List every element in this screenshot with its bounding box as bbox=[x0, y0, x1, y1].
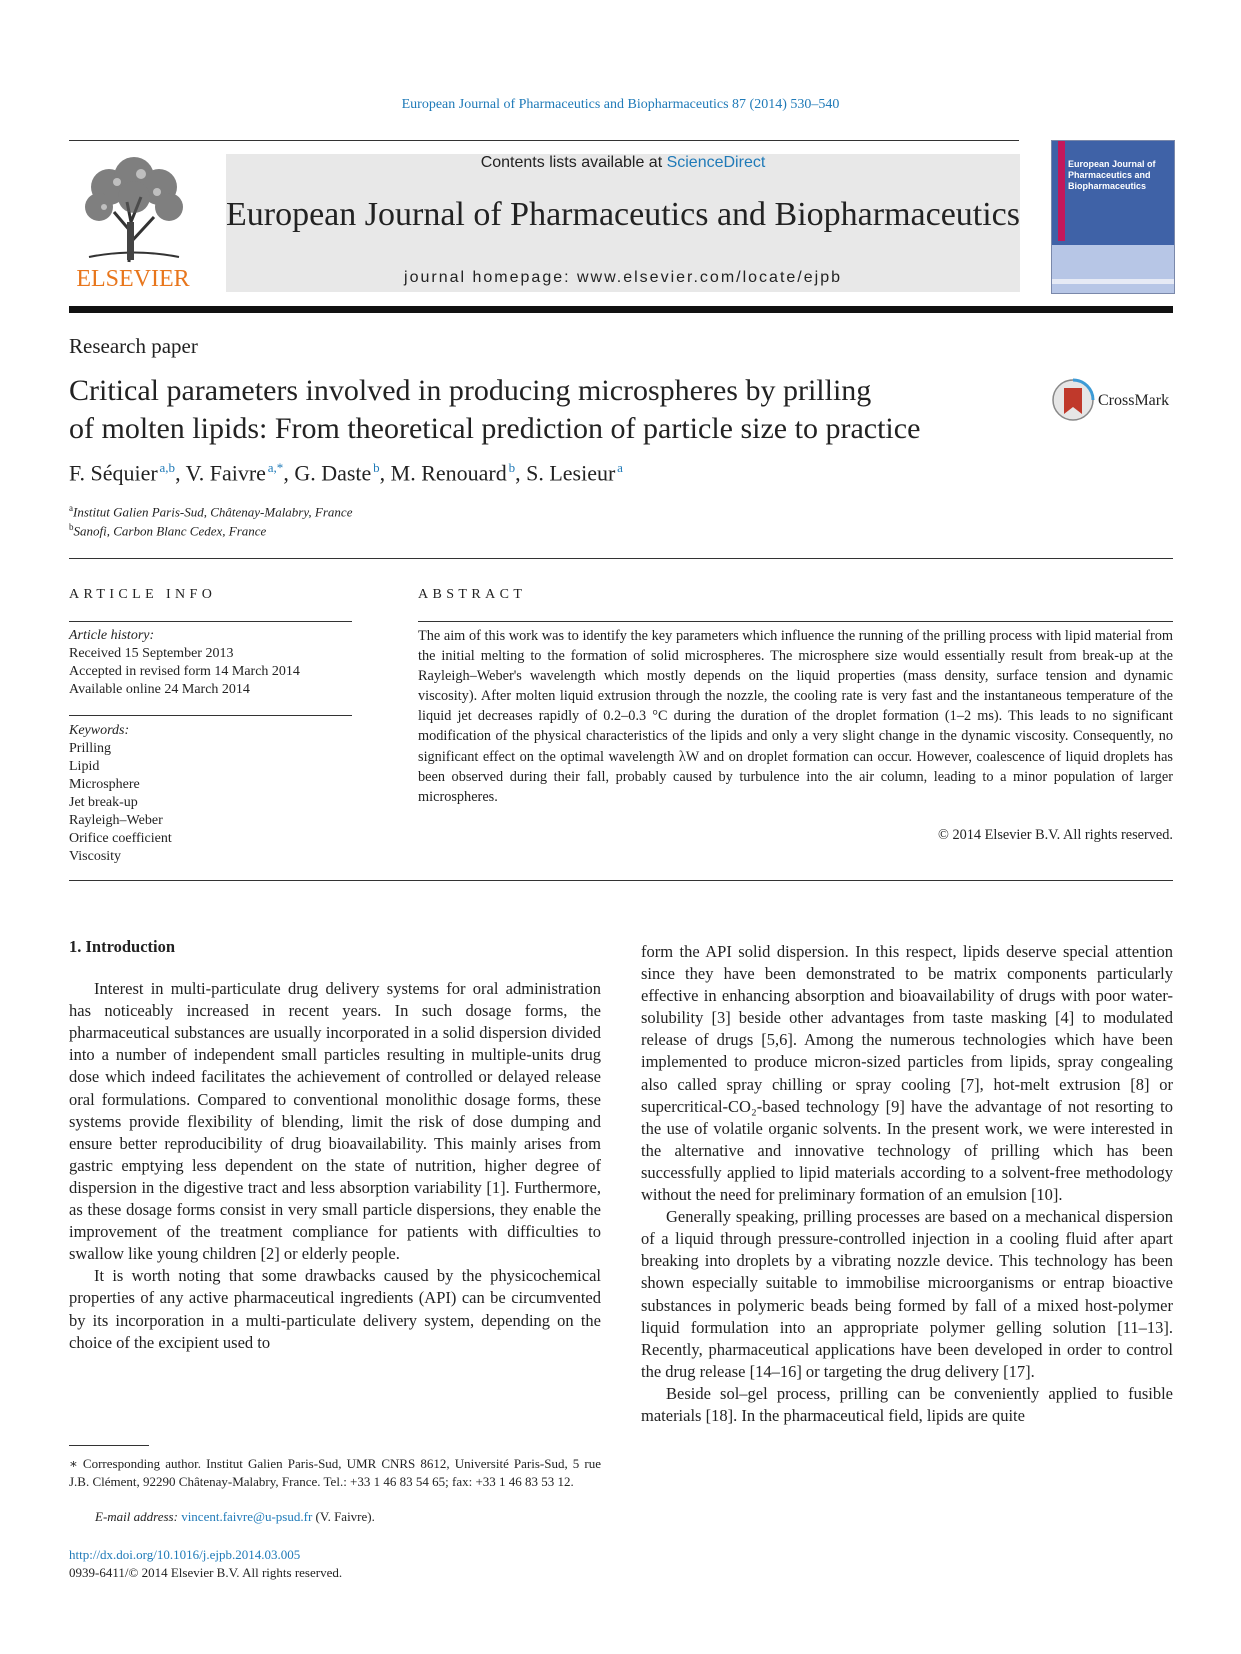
author-name: G. Daste bbox=[294, 460, 372, 486]
affiliation-text: Institut Galien Paris-Sud, Châtenay-Malabry, France bbox=[73, 504, 353, 520]
author-affiliation-link[interactable]: b bbox=[508, 460, 516, 475]
keyword: Prilling bbox=[69, 741, 112, 756]
header-rule bbox=[69, 140, 1019, 141]
body-paragraph: It is worth noting that some drawbacks caused by the physicochemical properties of any active pharmaceutical ingredients (API) can be circumvented by its incorporation in a multi-particulate delivery system, depending on the choice of the excipient used to bbox=[69, 1266, 601, 1352]
keyword: Orifice coefficient bbox=[69, 831, 172, 846]
keywords-list bbox=[69, 740, 172, 866]
elsevier-logo bbox=[69, 152, 197, 292]
journal-citation-link[interactable]: European Journal of Pharmaceutics and Biopharmaceutics 87 (2014) 530–540 bbox=[401, 97, 840, 112]
article-title-line-1: Critical parameters involved in producing microspheres by prilling bbox=[69, 374, 872, 407]
keyword: Viscosity bbox=[69, 849, 122, 864]
email-suffix: (V. Faivre). bbox=[312, 1509, 375, 1524]
abstract-rule bbox=[418, 621, 1173, 622]
abstract-copyright: © 2014 Elsevier B.V. All rights reserved. bbox=[938, 827, 1173, 843]
cover-stripe bbox=[1058, 141, 1065, 241]
body-paragraph: Beside sol–gel process, prilling can be conveniently applied to fusible materials [18]. In the pharmaceutical field, lipids are quite bbox=[641, 1383, 1173, 1425]
affiliation-text: Sanofi, Carbon Blanc Cedex, France bbox=[73, 523, 267, 539]
abstract-bottom-rule bbox=[69, 880, 1173, 881]
keywords-label: Keywords: bbox=[69, 723, 130, 738]
elsevier-wordmark: ELSEVIER bbox=[76, 266, 190, 292]
affiliation-marker: a bbox=[69, 503, 73, 513]
author-affiliation-link[interactable]: a,b bbox=[159, 460, 176, 475]
journal-homepage-link[interactable]: journal homepage: www.elsevier.com/locate/ejpb bbox=[404, 269, 842, 286]
affiliation-b bbox=[69, 522, 266, 539]
journal-cover-image bbox=[1051, 140, 1175, 294]
body-column-right bbox=[641, 941, 1173, 1427]
journal-title: European Journal of Pharmaceutics and Biopharmaceutics bbox=[226, 196, 1021, 233]
author-name: M. Renouard bbox=[390, 460, 507, 486]
header-thick-rule bbox=[69, 306, 1173, 313]
author-name: F. Séquier bbox=[69, 460, 158, 486]
article-title-line-2: of molten lipids: From theoretical prediction of particle size to practice bbox=[69, 412, 921, 445]
issn-copyright: 0939-6411/© 2014 Elsevier B.V. All rights reserved. bbox=[69, 1565, 343, 1580]
cover-title: European Journal of Pharmaceutics and Biopharmaceutics bbox=[1068, 159, 1156, 191]
keywords-rule bbox=[69, 715, 352, 716]
body-paragraph: Interest in multi-particulate drug delivery systems for oral administration has noticeably increased in recent years. In such dosage forms, the pharmaceutical substances are usually incorporated in a solid dispersion divided into a number of independent small particles resulting in multiple-units drug dose which indeed facilitates the achievement of controlled or delayed release oral formulations. Compared to conventional monolithic dosage forms, these systems provide flexibility of blending, limit the risk of dose dumping and ensure better reproducibility of drug bioavailability. This mainly arises from gastric emptying less dependent on the state of nutrition, higher degree of dispersion in the digestive tract and less absorption variability [1]. Furthermore, as these dosage forms consist in very small particle dispersions, they enable the improvement of the treatment compliance for patients with difficulties to swallow like young children [2] or elderly people. bbox=[69, 979, 601, 1264]
article-info-rule bbox=[69, 621, 352, 622]
doi-link[interactable]: http://dx.doi.org/10.1016/j.ejpb.2014.03.005 bbox=[69, 1547, 301, 1562]
email-label: E-mail address: bbox=[95, 1509, 178, 1524]
revised-date: Accepted in revised form 14 March 2014 bbox=[69, 664, 300, 679]
author-affiliation-link[interactable]: b bbox=[373, 460, 380, 475]
received-date: Received 15 September 2013 bbox=[69, 646, 234, 661]
body-column-left bbox=[69, 936, 601, 1354]
keyword: Microsphere bbox=[69, 777, 140, 792]
author-list: F. Séquier $^{a,b}$, V. Faivre $^{a,*}$, G. Daste $^b$, M. Renouard $^b$, S. Lesieur $^a$ bbox=[69, 460, 623, 486]
crossmark-label[interactable]: CrossMark bbox=[1098, 392, 1170, 409]
title-rule bbox=[69, 558, 1173, 559]
affiliation-marker: b bbox=[69, 522, 74, 532]
body-paragraph: form the API solid dispersion. In this respect, lipids deserve special attention since they have been demonstrated to be matrix components particularly effective in enhancing absorption and bioavailability of drugs with poor water-solubility [3] beside other advantages from taste masking [4] to modulated release of drugs [5,6]. Among the numerous technologies which have been implemented to produce micron-sized particles from lipids, spray congealing also called spray chilling or spray cooling [7], hot-melt extrusion [8] or supercritical-CO₂-based technology [9] have the advantage of not resorting to the use of volatile organic solvents. In the present work, we were interested in the alternative and innovative technology of prilling which has been successfully applied to lipid materials according to a solvent-free methodology without the need for preliminary formation of an emulsion [10]. bbox=[641, 942, 1173, 1205]
affiliation-a bbox=[69, 503, 352, 520]
keyword: Lipid bbox=[69, 759, 100, 774]
body-paragraph: Generally speaking, prilling processes are based on a mechanical dispersion of a liquid through pressure-controlled injection in a cooling fluid after apart breaking into droplets by a vibrating nozzle device. This technology has been shown especially suitable to immobilise microorganisms or entrap bioactive substances in polymeric beads being formed by fall of a mixed host-polymer liquid formulation into an appropriate polymer gelling solution [11–13]. Recently, pharmaceutical applications have been developed in order to control the drug release [14–16] or targeting the drug delivery [17]. bbox=[641, 1207, 1173, 1381]
corresponding-author-footnote: ∗ Corresponding author. Institut Galien Paris-Sud, UMR CNRS 8612, Université Paris-Sud, 5 rue J.B. Clément, 92290 Châtenay-Malabry, France. Tel.: +33 1 46 83 54 65; fax: +33 1 46 83 53 12. bbox=[69, 1456, 601, 1489]
author-name: S. Lesieur bbox=[526, 460, 616, 486]
abstract-heading: ABSTRACT bbox=[418, 587, 527, 602]
email-line bbox=[95, 1509, 375, 1525]
footnote-rule bbox=[69, 1445, 149, 1446]
cover-strip bbox=[1052, 279, 1174, 284]
sciencedirect-link[interactable]: ScienceDirect bbox=[666, 154, 766, 171]
online-date: Available online 24 March 2014 bbox=[69, 682, 250, 697]
contents-prefix: Contents lists available at bbox=[480, 154, 667, 171]
article-title bbox=[69, 372, 1029, 448]
email-link[interactable]: vincent.faivre@u-psud.fr bbox=[181, 1509, 313, 1524]
author-name: V. Faivre bbox=[185, 460, 266, 486]
article-type: Research paper bbox=[69, 334, 198, 358]
cover-top-panel bbox=[1052, 141, 1174, 245]
keyword: Rayleigh–Weber bbox=[69, 813, 163, 828]
article-info-heading: ARTICLE INFO bbox=[69, 587, 217, 602]
contents-line bbox=[226, 154, 1020, 172]
author-affiliation-link[interactable]: a,* bbox=[267, 460, 284, 475]
abstract-text: The aim of this work was to identify the key parameters which influence the running of the prilling process with lipid material from the initial melting to the formation of solid microspheres. The microsphere size would essentially result from break-up at the Rayleigh–Weber's wavelength which mostly depends on the liquid properties (mass density, surface tension and dynamic viscosity). After molten liquid extrusion through the nozzle, the cooling rate is very fast and the instantaneous temperature of the liquid jet decreases rapidly of 0.2–0.3 °C during the duration of the droplet formation (1–2 ms). This leads to no significant modification of the physical characteristics of the lipids and only a very slight change in the dynamic viscosity. Consequently, no significant effect on the optimal wavelength λW and on droplet formation can occur. However, coalescence of liquid droplets has been observed during their fall, probably caused by turbulence into the air column, leading to a minor population of larger microspheres. bbox=[418, 628, 1173, 805]
author-affiliation-link[interactable]: a bbox=[617, 460, 623, 475]
article-history-label: Article history: bbox=[69, 628, 155, 643]
section-heading-introduction: 1. Introduction bbox=[69, 937, 176, 956]
keyword: Jet break-up bbox=[69, 795, 138, 810]
